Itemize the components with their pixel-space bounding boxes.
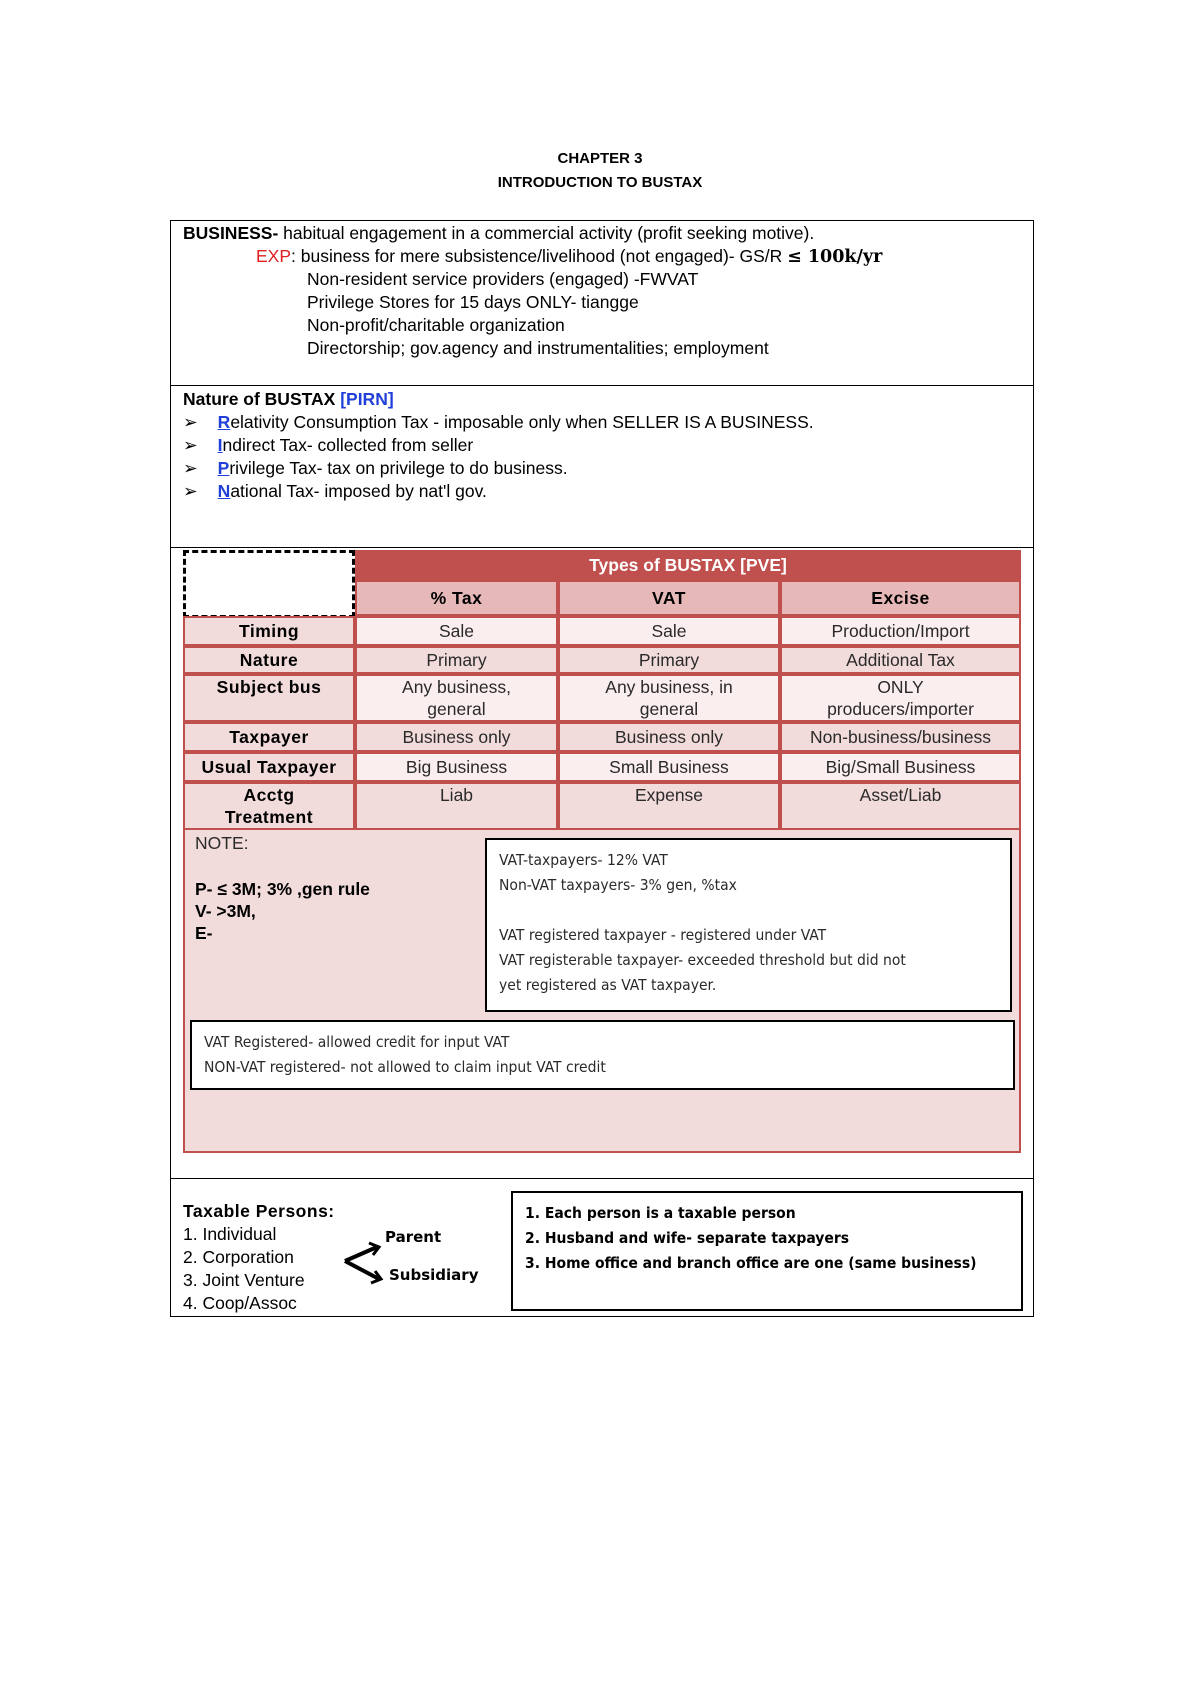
table-cell: Big/Small Business [780,752,1021,782]
exp-label: EXP [256,246,292,266]
note-area [183,830,1021,1153]
note-line: NON-VAT registered- not allowed to claim input VAT credit [204,1058,606,1076]
branch-arrows-icon [339,1239,389,1289]
row-label-timing: Timing [183,616,355,646]
content-table [170,220,1034,1317]
chapter-label: CHAPTER 3 [557,150,643,167]
note-label: NOTE: [195,833,249,853]
table-cell: ONLY producers/importer [780,674,1021,722]
table-cell: Expense [558,782,780,830]
business-exp-line: EXP: business for mere subsistence/livelihood (not engaged)- GS/R ≤ 100k/yr [256,246,883,267]
exception-item: Directorship; gov.agency and instrumentalities; employment [307,338,769,358]
nature-item-indirect: ➢ Indirect Tax- collected from seller [183,435,474,455]
note-line: VAT registered taxpayer - registered under VAT [499,926,827,944]
person-item: 3. Joint Venture [183,1270,305,1290]
nature-title: Nature of BUSTAX [PIRN] [183,389,394,409]
table-cell: Primary [355,646,558,674]
exception-item: Non-resident service providers (engaged) -FWVAT [307,269,699,289]
note-p: P- ≤ 3M; 3% ,gen rule [195,879,370,899]
note-line: yet registered as VAT taxpayer. [499,976,717,994]
row-label-usual-taxpayer: Usual Taxpayer [183,752,355,782]
table-cell: Small Business [558,752,780,782]
table-cell: Sale [558,616,780,646]
business-definition: BUSINESS- habitual engagement in a commercial activity (profit seeking motive). [183,223,815,243]
bullet-arrow-icon: ➢ [183,481,198,501]
rule-item: 3. Home office and branch office are one (same business) [525,1254,977,1272]
row-label-taxpayer: Taxpayer [183,722,355,752]
row-label-acctg-treatment: Acctg Treatment [183,782,355,830]
table-cell: Production/Import [780,616,1021,646]
row-label-nature: Nature [183,646,355,674]
person-item: 1. Individual [183,1224,277,1244]
person-item: 4. Coop/Assoc [183,1293,297,1313]
row-label-subject-bus: Subject bus [183,674,355,722]
table-cell: Business only [355,722,558,752]
types-title: Types of BUSTAX [PVE] [355,550,1021,580]
table-cell: Primary [558,646,780,674]
exception-item: Privilege Stores for 15 days ONLY- tiangge [307,292,639,312]
table-cell: Any business, general [355,674,558,722]
person-item: 2. Corporation [183,1247,294,1267]
section-divider [171,1178,1033,1179]
taxable-rules-box [511,1191,1023,1311]
rule-item: 1. Each person is a taxable person [525,1204,796,1222]
note-line: VAT-taxpayers- 12% VAT [499,851,668,869]
nature-item-relativity: ➢ Relativity Consumption Tax - imposable only when SELLER IS A BUSINESS. [183,412,814,432]
col-header-percent-tax: % Tax [355,580,558,616]
table-cell: Big Business [355,752,558,782]
bullet-arrow-icon: ➢ [183,435,198,455]
col-header-excise: Excise [780,580,1021,616]
types-of-bustax-table [183,548,1021,1153]
parent-label: Parent [385,1228,442,1246]
table-cell: Sale [355,616,558,646]
bullet-arrow-icon: ➢ [183,412,198,432]
note-line: Non-VAT taxpayers- 3% gen, %tax [499,876,737,894]
subsidiary-label: Subsidiary [389,1266,479,1284]
col-header-vat: VAT [558,580,780,616]
blank-corner-box [183,550,355,618]
note-e: E- [195,923,213,943]
vat-credit-box [190,1020,1015,1090]
bullet-arrow-icon: ➢ [183,458,198,478]
table-cell: Any business, in general [558,674,780,722]
table-cell: Business only [558,722,780,752]
note-v: V- >3M, [195,901,256,921]
vat-taxpayers-box [485,838,1012,1012]
section-divider [171,385,1033,386]
table-cell: Additional Tax [780,646,1021,674]
rule-item: 2. Husband and wife- separate taxpayers [525,1229,850,1247]
table-cell: Liab [355,782,558,830]
table-cell: Non-business/business [780,722,1021,752]
page-title: INTRODUCTION TO BUSTAX [497,174,703,191]
note-line: VAT registerable taxpayer- exceeded threshold but did not [499,951,906,969]
note-line: VAT Registered- allowed credit for input VAT [204,1033,510,1051]
nature-item-national: ➢ National Tax- imposed by nat'l gov. [183,481,487,501]
pirn-acronym: [PIRN] [340,389,394,409]
taxable-persons-title: Taxable Persons: [183,1201,335,1221]
nature-item-privilege: ➢ Privilege Tax- tax on privilege to do business. [183,458,568,478]
table-cell: Asset/Liab [780,782,1021,830]
exception-item: Non-profit/charitable organization [307,315,565,335]
